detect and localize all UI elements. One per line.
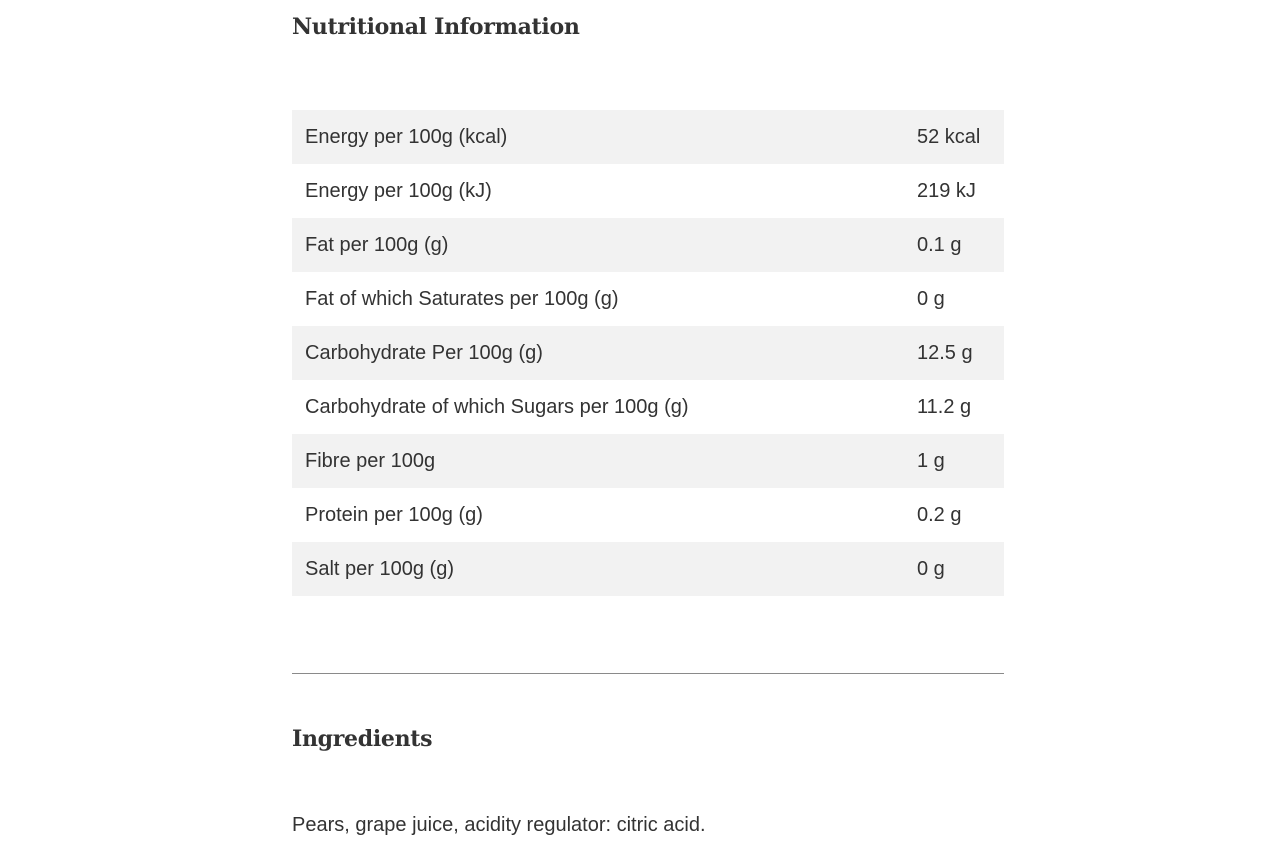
- ingredients-text: Pears, grape juice, acidity regulator: citric acid.: [292, 814, 706, 836]
- nutrient-value: 11.2 g: [917, 395, 972, 418]
- nutrient-label: Energy per 100g (kcal): [305, 125, 508, 148]
- table-row: [292, 272, 1004, 326]
- nutrient-value: 0 g: [917, 557, 945, 580]
- table-row: [292, 542, 1004, 596]
- nutrition-table: [292, 110, 1004, 596]
- nutrient-label: Fibre per 100g: [305, 449, 436, 472]
- table-row: [292, 164, 1004, 218]
- nutrient-label: Carbohydrate of which Sugars per 100g (g): [305, 395, 689, 418]
- table-row: [292, 488, 1004, 542]
- table-row: [292, 434, 1004, 488]
- table-row: [292, 218, 1004, 272]
- nutrient-label: Protein per 100g (g): [305, 503, 483, 526]
- nutrient-value: 12.5 g: [917, 341, 973, 364]
- nutrient-value: 219 kJ: [917, 179, 976, 202]
- ingredients-title: Ingredients: [292, 726, 433, 752]
- nutrient-value: 52 kcal: [917, 125, 981, 148]
- table-row: [292, 110, 1004, 164]
- nutrient-label: Salt per 100g (g): [305, 557, 454, 580]
- nutrient-value: 0 g: [917, 287, 945, 310]
- nutrition-title: Nutritional Information: [292, 14, 580, 40]
- nutrient-value: 0.1 g: [917, 233, 962, 256]
- nutrient-value: 1 g: [917, 449, 945, 472]
- nutrient-label: Carbohydrate Per 100g (g): [305, 341, 543, 364]
- nutrient-label: Energy per 100g (kJ): [305, 179, 492, 202]
- table-row: [292, 380, 1004, 434]
- nutrient-value: 0.2 g: [917, 503, 962, 526]
- table-row: [292, 326, 1004, 380]
- section-divider: [292, 673, 1004, 674]
- nutrient-label: Fat per 100g (g): [305, 233, 449, 256]
- nutrient-label: Fat of which Saturates per 100g (g): [305, 287, 619, 310]
